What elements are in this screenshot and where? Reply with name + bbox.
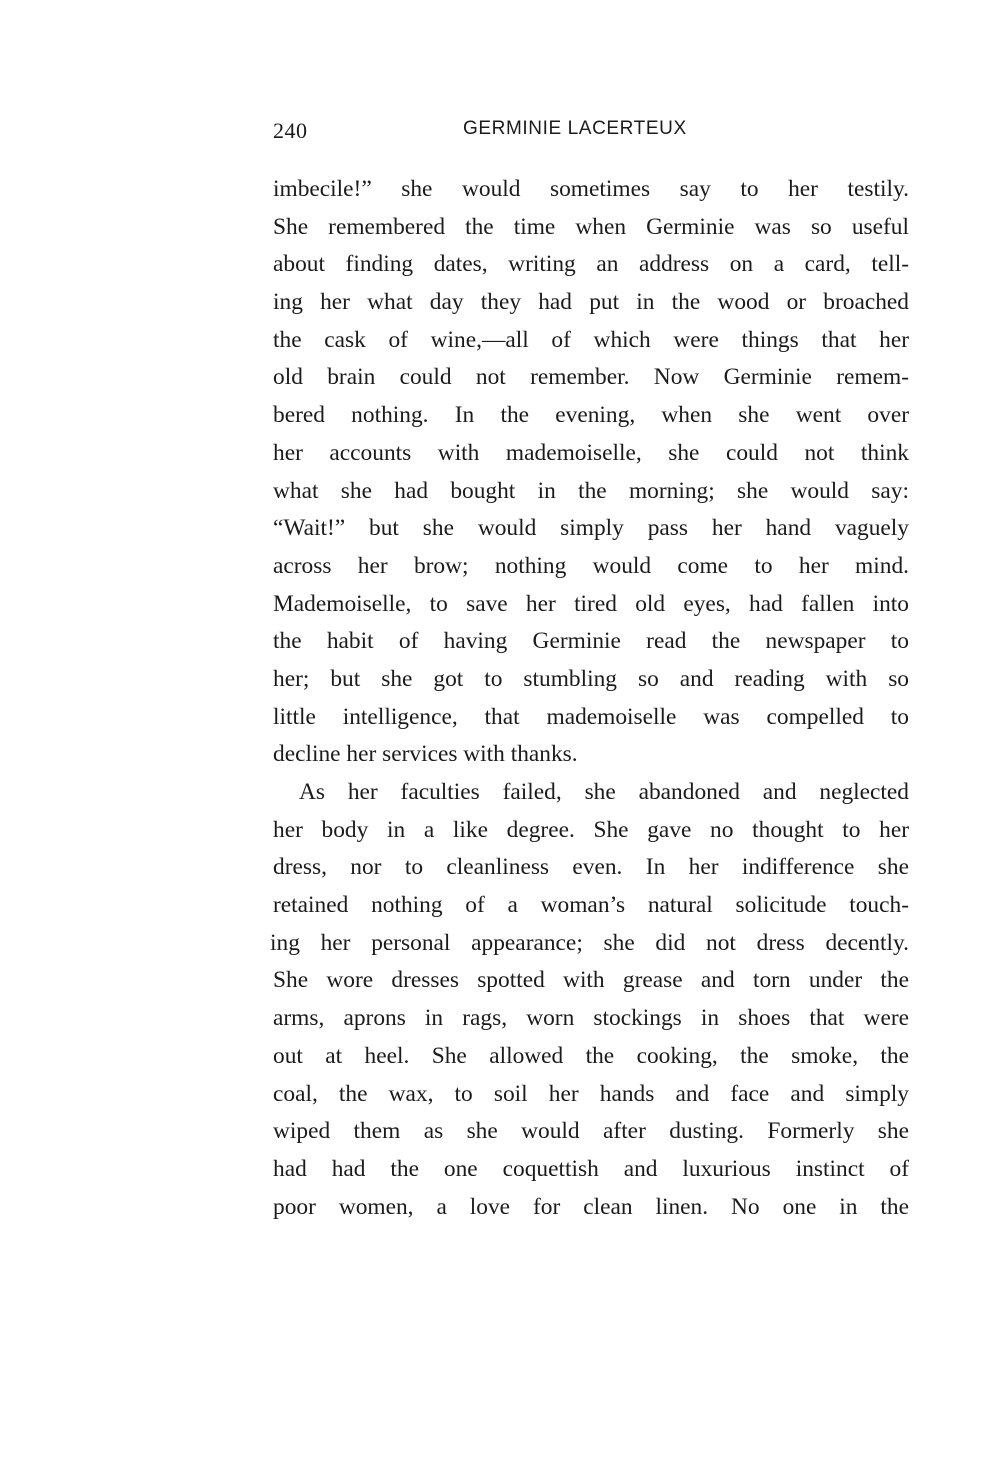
text-line: arms, aprons in rags, worn stockings in shoes that were: [273, 1005, 909, 1032]
text-line: her body in a like degree. She gave no thought to her: [273, 816, 909, 843]
text-line: She remembered the time when Germinie was so useful: [273, 213, 909, 240]
text-line: decline her services with thanks.: [273, 741, 578, 768]
text-line: dress, nor to cleanliness even. In her indifference she: [273, 854, 909, 881]
running-head: [273, 118, 909, 154]
text-line: the cask of wine,—all of which were things that her: [273, 326, 909, 353]
text-line: Mademoiselle, to save her tired old eyes, had fallen into: [273, 590, 909, 617]
paragraph-1: [273, 171, 909, 774]
text-line: had had the one coquettish and luxurious instinct of: [273, 1155, 909, 1182]
running-title: GERMINIE LACERTEUX: [463, 118, 687, 139]
text-line: about finding dates, writing an address on a card, tell-: [273, 251, 909, 278]
text-line: wiped them as she would after dusting. Formerly she: [273, 1118, 909, 1145]
text-line: imbecile!” she would sometimes say to her testily.: [273, 176, 909, 202]
text-line: bered nothing. In the evening, when she went over: [273, 402, 909, 429]
text-line: her accounts with mademoiselle, she could not think: [273, 439, 909, 466]
text-line: coal, the wax, to soil her hands and face and simply: [273, 1080, 909, 1107]
text-line: “Wait!” but she would simply pass her hand vaguely: [273, 515, 909, 542]
text-line: little intelligence, that mademoiselle was compelled to: [273, 703, 909, 730]
text-line: ing her what day they had put in the wood or broached: [273, 289, 909, 316]
text-line: ing her personal appearance; she did not dress decently.: [270, 929, 909, 956]
text-line: She wore dresses spotted with grease and torn under the: [273, 967, 909, 994]
text-line: retained nothing of a woman’s natural solicitude touch-: [273, 892, 909, 919]
text-line: poor women, a love for clean linen. No one in the: [273, 1193, 909, 1220]
body-text: [270, 171, 909, 1226]
text-line: what she had bought in the morning; she would say:: [273, 477, 909, 504]
text-line: the habit of having Germinie read the newspaper to: [273, 628, 909, 655]
page-number: 240: [273, 118, 308, 143]
text-line: As her faculties failed, she abandoned and neglected: [299, 779, 909, 805]
text-line: out at heel. She allowed the cooking, the smoke, the: [273, 1042, 909, 1069]
paragraph-2: [270, 774, 909, 1226]
text-line: old brain could not remember. Now Germinie remem-: [273, 364, 909, 391]
text-line: her; but she got to stumbling so and reading with so: [273, 665, 909, 692]
text-line: across her brow; nothing would come to her mind.: [273, 552, 909, 579]
